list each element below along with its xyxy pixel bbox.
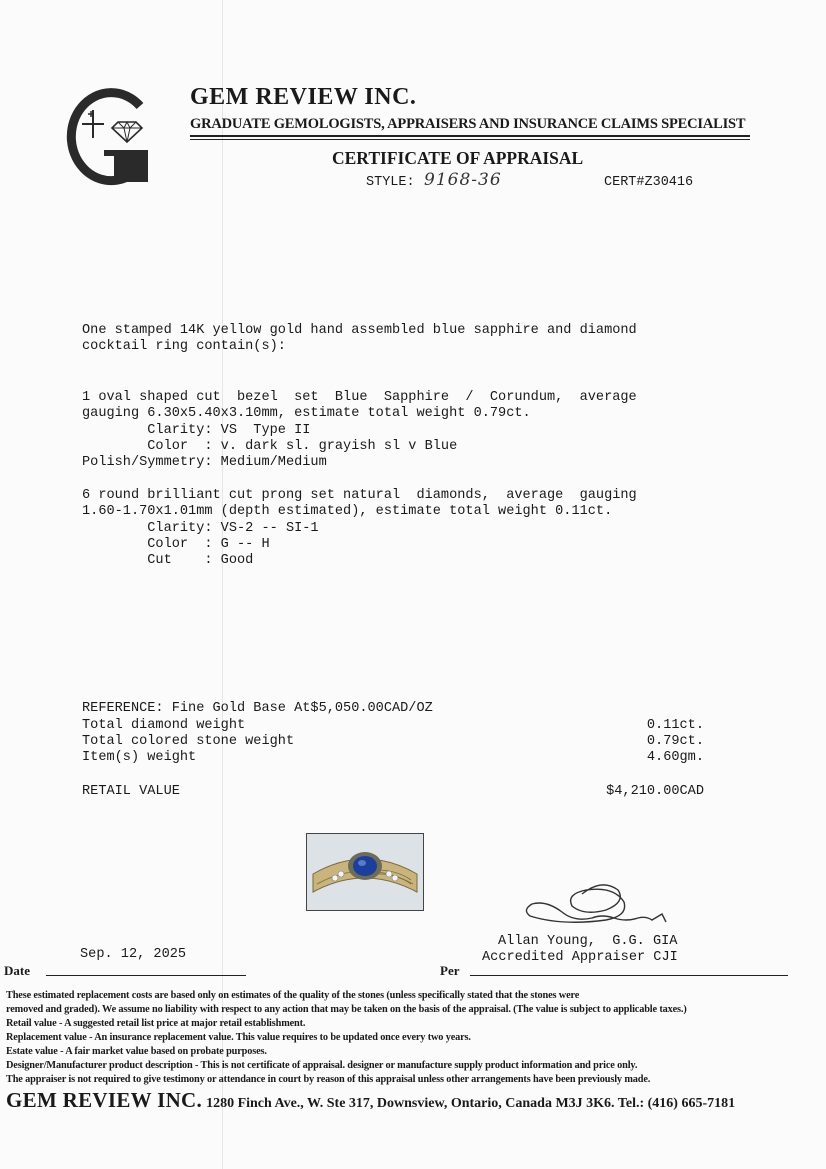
footer [6,1088,735,1113]
footer-company: GEM REVIEW INC. [6,1088,203,1112]
date-label: Date [4,963,30,978]
sapphire-clarity: Clarity: VS Type II [82,422,311,438]
sapphire-section [82,390,637,471]
sapphire-line: 1 oval shaped cut bezel set Blue Sapphire / Corundum, average [82,390,637,405]
diamond-line: 1.60-1.70x1.01mm (depth estimated), estimate total weight 0.11ct. [82,504,613,520]
diamond-section [82,488,637,569]
summary-label-weight: Item(s) weight [82,750,197,765]
retail-value-amount: $4,210.00CAD [606,784,704,799]
reference-line: REFERENCE: Fine Gold Base At$5,050.00CAD/OZ [82,701,433,716]
summary-label-colored: Total colored stone weight [82,734,295,749]
certificate-number: CERT#Z30416 [604,175,694,190]
disclaimer-line: These estimated replacement costs are based only on estimates of the quality of the stones (unless specifically stated that the stones were [6,990,580,1001]
appraiser-name: Allan Young, G.G. GIA [498,934,678,949]
diamond-clarity: Clarity: VS-2 -- SI-1 [82,520,319,536]
signature-scribble [522,880,682,936]
style-value-handwritten: 9168-36 [424,170,502,190]
summary-value-colored: 0.79ct. [646,734,704,749]
sapphire-polish: Polish/Symmetry: Medium/Medium [82,455,327,471]
header-rule-thin [190,139,750,140]
footer-address: 1280 Finch Ave., W. Ste 317, Downsview, Ontario, Canada M3J 3K6. Tel.: (416) 665-7181 [206,1096,736,1111]
disclaimer-line: Designer/Manufacturer product description - This is not certificate of appraisal. designer or manufacture supply product information and price only. [6,1060,638,1071]
summary-value-weight: 4.60gm. [646,750,704,765]
disclaimer-line: Estate value - A fair market value based on probate purposes. [6,1046,267,1057]
description-line: One stamped 14K yellow gold hand assembled blue sapphire and diamond [82,323,637,338]
date-value: Sep. 12, 2025 [80,947,187,962]
summary-label-diamond: Total diamond weight [82,718,246,733]
company-tagline: GRADUATE GEMOLOGISTS, APPRAISERS AND INSURANCE CLAIMS SPECIALIST [190,116,746,132]
diamond-color: Color : G -- H [82,536,270,552]
company-name: GEM REVIEW INC. [190,84,417,110]
description-line: cocktail ring contain(s): [82,339,286,355]
per-label: Per [440,963,460,978]
disclaimer-line: The appraiser is not required to give testimony or attendance in court by reason of this appraisal unless other arrangements have been previously made. [6,1074,651,1085]
appraiser-title: Accredited Appraiser CJI [482,950,678,965]
diamond-line: 6 round brilliant cut prong set natural diamonds, average gauging [82,488,637,503]
sapphire-color: Color : v. dark sl. grayish sl v Blue [82,438,458,454]
disclaimer-line: Replacement value - An insurance replacement value. This value requires to be updated once every two years. [6,1032,471,1043]
date-signature-line [46,975,246,976]
gem-review-logo-icon [60,84,156,188]
retail-value-label: RETAIL VALUE [82,784,180,799]
summary-value-diamond: 0.11ct. [646,718,704,733]
certificate-title: CERTIFICATE OF APPRAISAL [332,148,584,168]
diamond-cut: Cut : Good [82,553,254,569]
style-label: STYLE: [366,175,415,190]
per-signature-line [470,975,788,976]
item-description [82,323,637,356]
sapphire-line: gauging 6.30x5.40x3.10mm, estimate total weight 0.79ct. [82,406,531,422]
disclaimer-line: Retail value - A suggested retail list price at major retail establishment. [6,1018,306,1029]
disclaimer-line: removed and graded). We assume no liability with respect to any action that may be taken on the basis of the appraisal. (The value is subject to applicable taxes.) [6,1004,687,1015]
ring-photo [306,833,424,911]
header-rule [190,135,750,137]
